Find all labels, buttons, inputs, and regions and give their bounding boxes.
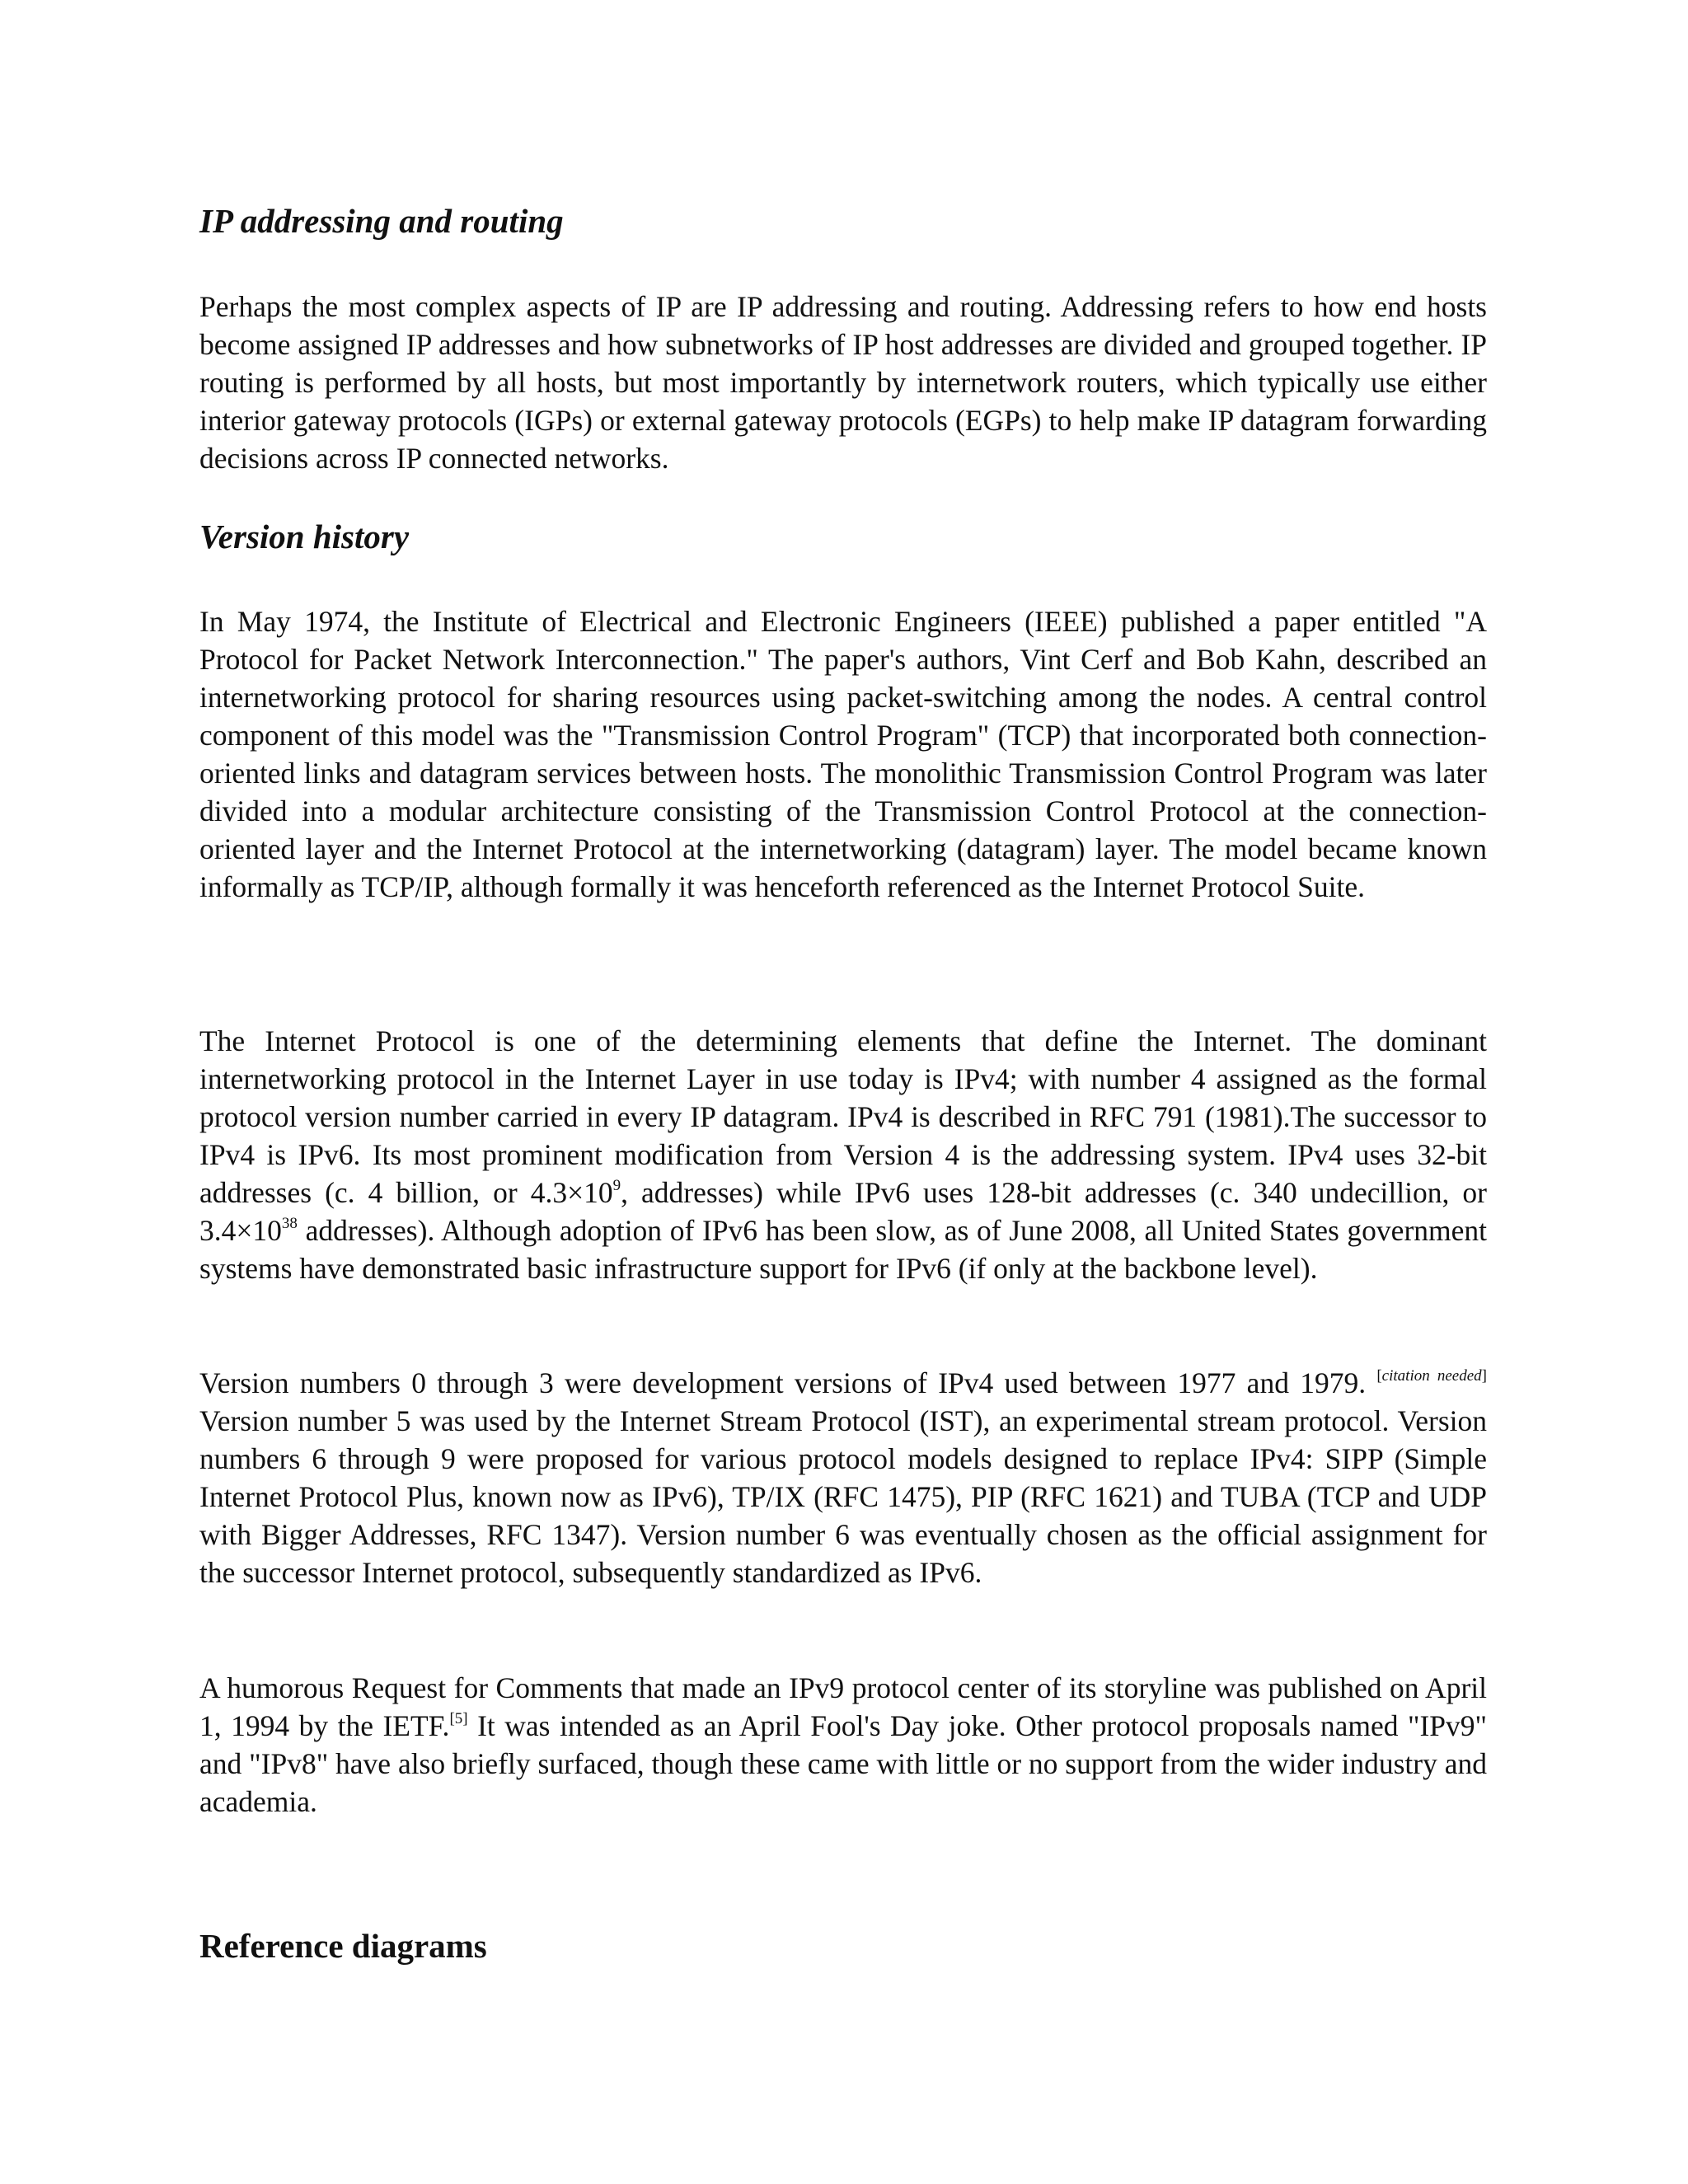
reference-5-link[interactable]: [5]: [449, 1710, 468, 1727]
exponent-38: 38: [281, 1215, 298, 1232]
paragraph-version-history-2: [199, 1022, 1487, 1287]
p2-text-2: , addresses) while IPv6 uses 128-bit addresses (c. 340 undecillion, or 3.4×10: [199, 1176, 1487, 1247]
heading-version-history: Version history: [199, 518, 410, 555]
heading-reference-diagrams: Reference diagrams: [199, 1927, 487, 1965]
paragraph-version-history-1: In May 1974, the Institute of Electrical and Electronic Engineers (IEEE) published a paper entitled "A Protocol for Packet Network Interconnection." The paper's authors, Vint Cerf and Bob Kahn, described an internetworking protocol for sharing resources using packet-switching among the nodes. A central control component of this model was the "Transmission Control Program" (TCP) that incorporated both connection-oriented links and datagram services between hosts. The monolithic Transmission Control Program was later divided into a modular architecture consisting of the Transmission Control Protocol at the connection-oriented layer and the Internet Protocol at the internetworking (datagram) layer. The model became known informally as TCP/IP, although formally it was henceforth referenced as the Internet Protocol Suite.: [199, 605, 1487, 903]
p3-text-2: Version number 5 was used by the Internet Stream Protocol (IST), an experimental stream protocol. Version numbers 6 through 9 were proposed for various protocol models designed to replace IPv4: SIPP (Simple Internet Protocol Plus, known now as IPv6), TP/IX (RFC 1475), PIP (RFC 1621) and TUBA (TCP and UDP with Bigger Addresses, RFC 1347). Version number 6 was eventually chosen as the official assignment for the successor Internet protocol, subsequently standardized as IPv6.: [199, 1404, 1487, 1589]
paragraph-version-history-4: [199, 1669, 1487, 1821]
citation-close-bracket: ]: [1481, 1367, 1487, 1385]
p3-text-1: Version numbers 0 through 3 were development versions of IPv4 used between 1977 and 1979.: [199, 1366, 1377, 1399]
p4-text-1: A humorous Request for Comments that made an IPv9 protocol center of its storyline was published on April 1, 1994 by the IETF.: [199, 1671, 1487, 1742]
p2-text-3: addresses). Although adoption of IPv6 has been slow, as of June 2008, all United States government systems have demonstrated basic infrastructure support for IPv6 (if only at the backbone level).: [199, 1214, 1487, 1285]
exponent-9: 9: [612, 1177, 621, 1194]
citation-needed-text: citation needed: [1381, 1367, 1482, 1385]
p4-text-2: It was intended as an April Fool's Day joke. Other protocol proposals named "IPv9" and "IPv8" have also briefly surfaced, though these came with little or no support from the wider industry and academia.: [199, 1709, 1487, 1818]
citation-open-bracket: [: [1376, 1367, 1382, 1385]
p2-text-1: The Internet Protocol is one of the determining elements that define the Internet. The dominant internetworking protocol in the Internet Layer in use today is IPv4; with number 4 assigned as the formal protocol version number carried in every IP datagram. IPv4 is described in RFC 791 (1981).The successor to IPv4 is IPv6. Its most prominent modification from Version 4 is the addressing system. IPv4 uses 32-bit addresses (c. 4 billion, or 4.3×10: [199, 1024, 1487, 1209]
paragraph-version-history-3: [199, 1364, 1487, 1591]
heading-ip-addressing-and-routing: IP addressing and routing: [199, 202, 564, 240]
citation-needed[interactable]: [1376, 1367, 1487, 1385]
paragraph-ip-addressing: Perhaps the most complex aspects of IP are IP addressing and routing. Addressing refers to how end hosts become assigned IP addresses and how subnetworks of IP host addresses are divided and grouped together. IP routing is performed by all hosts, but most importantly by internetwork routers, which typically use either interior gateway protocols (IGPs) or external gateway protocols (EGPs) to help make IP datagram forwarding decisions across IP connected networks.: [199, 290, 1487, 475]
